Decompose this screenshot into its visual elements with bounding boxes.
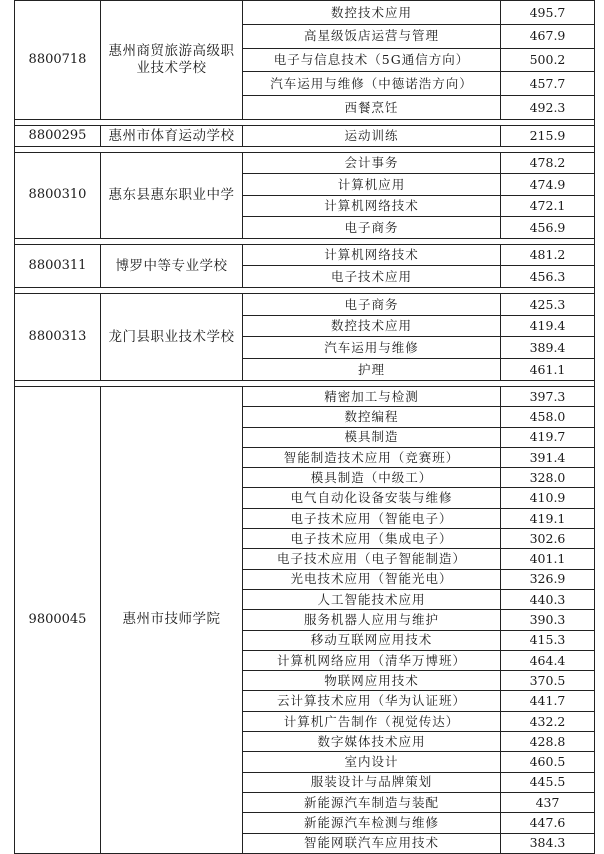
major-name-cell: 新能源汽车制造与装配 [243,792,501,812]
score-cell: 419.4 [501,315,595,337]
major-name-cell: 模具制造（中级工） [243,468,501,488]
school-code-cell: 8800310 [15,152,101,238]
major-name-cell: 精密加工与检测 [243,386,501,406]
major-name-cell: 模具制造 [243,427,501,447]
score-cell: 425.3 [501,293,595,315]
major-name-cell: 电子与信息技术（5G通信方向） [243,48,501,72]
score-cell: 445.5 [501,772,595,792]
score-cell: 440.3 [501,589,595,609]
score-cell: 457.7 [501,72,595,96]
score-cell: 370.5 [501,671,595,691]
score-cell: 478.2 [501,152,595,174]
major-name-cell: 计算机网络应用（清华万博班） [243,650,501,670]
school-code-cell: 8800311 [15,244,101,287]
major-name-cell: 数控技术应用 [243,315,501,337]
major-name-cell: 云计算技术应用（华为认证班） [243,691,501,711]
score-cell: 215.9 [501,125,595,146]
school-name-cell: 龙门县职业技术学校 [101,293,243,380]
major-name-cell: 电子商务 [243,293,501,315]
major-name-cell: 室内设计 [243,752,501,772]
major-name-cell: 数控编程 [243,407,501,427]
major-name-cell: 智能网联汽车应用技术 [243,833,501,853]
major-name-cell: 服装设计与品牌策划 [243,772,501,792]
admission-score-table-sheet [14,0,594,851]
major-name-cell: 光电技术应用（智能光电） [243,569,501,589]
major-name-cell: 计算机网络技术 [243,244,501,266]
major-name-cell: 数控技术应用 [243,1,501,25]
major-name-cell: 汽车运用与维修（中德诺浩方向） [243,72,501,96]
score-cell: 481.2 [501,244,595,266]
score-cell: 456.3 [501,266,595,288]
major-name-cell: 西餐烹饪 [243,96,501,120]
score-cell: 472.1 [501,195,595,217]
score-cell: 401.1 [501,549,595,569]
table-row [15,386,595,406]
major-name-cell: 计算机应用 [243,174,501,196]
table-row [15,125,595,146]
score-cell: 410.9 [501,488,595,508]
school-code-cell: 8800295 [15,125,101,146]
score-table-body [15,1,595,854]
major-name-cell: 电气自动化设备安装与维修 [243,488,501,508]
major-name-cell: 物联网应用技术 [243,671,501,691]
score-cell: 326.9 [501,569,595,589]
major-name-cell: 服务机器人应用与维护 [243,610,501,630]
major-name-cell: 人工智能技术应用 [243,589,501,609]
major-name-cell: 护理 [243,359,501,381]
major-name-cell: 运动训练 [243,125,501,146]
score-cell: 328.0 [501,468,595,488]
major-name-cell: 高星级饭店运营与管理 [243,24,501,48]
table-row [15,1,595,25]
major-name-cell: 电子商务 [243,217,501,239]
major-name-cell: 新能源汽车检测与维修 [243,813,501,833]
school-name-cell: 博罗中等专业学校 [101,244,243,287]
major-name-cell: 智能制造技术应用（竞赛班） [243,447,501,467]
score-cell: 464.4 [501,650,595,670]
school-name-cell: 惠东县惠东职业中学 [101,152,243,238]
score-cell: 415.3 [501,630,595,650]
school-code-cell: 9800045 [15,386,101,853]
score-cell: 441.7 [501,691,595,711]
score-cell: 432.2 [501,711,595,731]
school-name-cell: 惠州市技师学院 [101,386,243,853]
score-cell: 384.3 [501,833,595,853]
table-row [15,152,595,174]
score-cell: 391.4 [501,447,595,467]
admission-score-table [14,0,595,854]
major-name-cell: 会计事务 [243,152,501,174]
major-name-cell: 电子技术应用 [243,266,501,288]
score-cell: 492.3 [501,96,595,120]
score-cell: 428.8 [501,732,595,752]
major-name-cell: 电子技术应用（智能电子） [243,508,501,528]
score-cell: 500.2 [501,48,595,72]
score-cell: 419.7 [501,427,595,447]
major-name-cell: 电子技术应用（集成电子） [243,529,501,549]
school-code-cell: 8800313 [15,293,101,380]
school-code-cell: 8800718 [15,1,101,120]
score-cell: 447.6 [501,813,595,833]
score-cell: 397.3 [501,386,595,406]
score-cell: 458.0 [501,407,595,427]
major-name-cell: 计算机广告制作（视觉传达） [243,711,501,731]
score-cell: 460.5 [501,752,595,772]
score-cell: 456.9 [501,217,595,239]
major-name-cell: 数字媒体技术应用 [243,732,501,752]
score-cell: 302.6 [501,529,595,549]
score-cell: 389.4 [501,337,595,359]
major-name-cell: 计算机网络技术 [243,195,501,217]
score-cell: 419.1 [501,508,595,528]
school-name-cell: 惠州商贸旅游高级职业技术学校 [101,1,243,120]
score-cell: 495.7 [501,1,595,25]
score-cell: 461.1 [501,359,595,381]
major-name-cell: 移动互联网应用技术 [243,630,501,650]
score-cell: 390.3 [501,610,595,630]
score-cell: 437 [501,792,595,812]
major-name-cell: 汽车运用与维修 [243,337,501,359]
major-name-cell: 电子技术应用（电子智能制造） [243,549,501,569]
school-name-cell: 惠州市体育运动学校 [101,125,243,146]
table-row [15,293,595,315]
table-row [15,244,595,266]
score-cell: 474.9 [501,174,595,196]
score-cell: 467.9 [501,24,595,48]
